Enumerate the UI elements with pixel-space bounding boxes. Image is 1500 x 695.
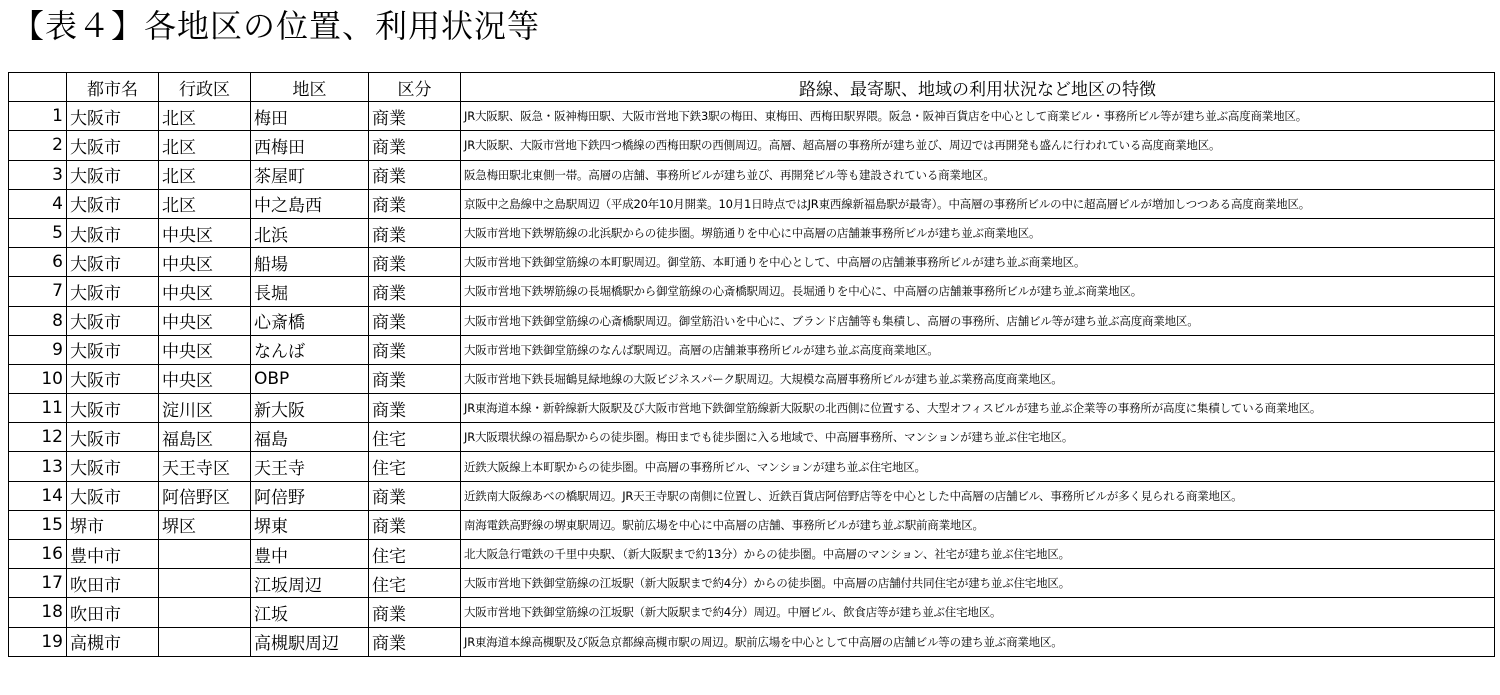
cell-city: 大阪市	[67, 189, 159, 218]
cell-city: 大阪市	[67, 218, 159, 247]
cell-class: 住宅	[369, 423, 461, 452]
cell-no: 2	[9, 131, 67, 160]
cell-city: 大阪市	[67, 452, 159, 481]
cell-class: 商業	[369, 510, 461, 539]
cell-ward: 淀川区	[159, 394, 251, 423]
cell-description: 京阪中之島線中之島駅周辺（平成20年10月開業。10月1日時点ではJR東西線新福島駅が最寄）。中高層の事務所ビルの中に超高層ビルが増加しつつある高度商業地区。	[461, 189, 1495, 218]
cell-class: 商業	[369, 306, 461, 335]
cell-city: 豊中市	[67, 540, 159, 569]
cell-class: 商業	[369, 102, 461, 131]
cell-ward: 北区	[159, 160, 251, 189]
cell-ward: 北区	[159, 131, 251, 160]
cell-district: 福島	[251, 423, 369, 452]
cell-no: 16	[9, 540, 67, 569]
cell-ward	[159, 569, 251, 598]
cell-class: 住宅	[369, 540, 461, 569]
cell-district: 長堀	[251, 277, 369, 306]
cell-district: 心斎橋	[251, 306, 369, 335]
cell-ward: 中央区	[159, 364, 251, 393]
cell-district: 阿倍野	[251, 481, 369, 510]
cell-no: 11	[9, 394, 67, 423]
cell-no: 6	[9, 248, 67, 277]
cell-city: 高槻市	[67, 627, 159, 656]
cell-class: 商業	[369, 335, 461, 364]
cell-ward: 中央区	[159, 248, 251, 277]
cell-class: 商業	[369, 481, 461, 510]
header-class: 区分	[369, 73, 461, 102]
cell-district: 船場	[251, 248, 369, 277]
table-row	[9, 598, 1495, 627]
header-desc: 路線、最寄駅、地域の利用状況など地区の特徴	[461, 73, 1495, 102]
table-row	[9, 540, 1495, 569]
table-row	[9, 131, 1495, 160]
cell-district: 豊中	[251, 540, 369, 569]
cell-city: 吹田市	[67, 598, 159, 627]
cell-district: 江坂	[251, 598, 369, 627]
cell-city: 大阪市	[67, 364, 159, 393]
cell-no: 5	[9, 218, 67, 247]
cell-district: 新大阪	[251, 394, 369, 423]
cell-district: 茶屋町	[251, 160, 369, 189]
cell-ward: 天王寺区	[159, 452, 251, 481]
cell-no: 10	[9, 364, 67, 393]
cell-city: 大阪市	[67, 277, 159, 306]
cell-description: 大阪市営地下鉄堺筋線の北浜駅からの徒歩圏。堺筋通りを中心に中高層の店舗兼事務所ビルが建ち並ぶ商業地区。	[461, 218, 1495, 247]
cell-district: 北浜	[251, 218, 369, 247]
table-row	[9, 248, 1495, 277]
table-row	[9, 481, 1495, 510]
cell-class: 商業	[369, 394, 461, 423]
cell-no: 4	[9, 189, 67, 218]
cell-city: 大阪市	[67, 481, 159, 510]
cell-city: 堺市	[67, 510, 159, 539]
cell-class: 商業	[369, 248, 461, 277]
header-city: 都市名	[67, 73, 159, 102]
cell-class: 商業	[369, 627, 461, 656]
cell-description: 近鉄大阪線上本町駅からの徒歩圏。中高層の事務所ビル、マンションが建ち並ぶ住宅地区。	[461, 452, 1495, 481]
cell-no: 3	[9, 160, 67, 189]
cell-no: 19	[9, 627, 67, 656]
cell-district: OBP	[251, 364, 369, 393]
cell-class: 商業	[369, 598, 461, 627]
cell-city: 大阪市	[67, 306, 159, 335]
cell-no: 1	[9, 102, 67, 131]
cell-description: JR大阪駅、阪急・阪神梅田駅、大阪市営地下鉄3駅の梅田、東梅田、西梅田駅界隈。阪急・阪神百貨店を中心として商業ビル・事務所ビル等が建ち並ぶ高度商業地区。	[461, 102, 1495, 131]
cell-district: 天王寺	[251, 452, 369, 481]
cell-no: 8	[9, 306, 67, 335]
region-table	[8, 72, 1495, 657]
cell-no: 7	[9, 277, 67, 306]
cell-no: 14	[9, 481, 67, 510]
table-row	[9, 452, 1495, 481]
cell-no: 9	[9, 335, 67, 364]
cell-description: JR大阪環状線の福島駅からの徒歩圏。梅田までも徒歩圏に入る地域で、中高層事務所、マンションが建ち並ぶ住宅地区。	[461, 423, 1495, 452]
page-title: 【表４】各地区の位置、利用状況等	[12, 7, 541, 45]
cell-description: 大阪市営地下鉄御堂筋線の江坂駅（新大阪駅まで約4分）周辺。中層ビル、飲食店等が建ち並ぶ住宅地区。	[461, 598, 1495, 627]
cell-city: 大阪市	[67, 102, 159, 131]
cell-district: 堺東	[251, 510, 369, 539]
cell-district: なんば	[251, 335, 369, 364]
cell-no: 15	[9, 510, 67, 539]
table-row	[9, 510, 1495, 539]
cell-ward	[159, 598, 251, 627]
table-row	[9, 189, 1495, 218]
table-row	[9, 569, 1495, 598]
cell-class: 商業	[369, 364, 461, 393]
cell-class: 商業	[369, 189, 461, 218]
header-row	[9, 73, 1495, 102]
cell-city: 大阪市	[67, 394, 159, 423]
cell-description: 大阪市営地下鉄堺筋線の長堀橋駅から御堂筋線の心斎橋駅周辺。長堀通りを中心に、中高層の店舗兼事務所ビルが建ち並ぶ商業地区。	[461, 277, 1495, 306]
cell-ward: 堺区	[159, 510, 251, 539]
cell-ward: 中央区	[159, 277, 251, 306]
table-row	[9, 335, 1495, 364]
cell-district: 江坂周辺	[251, 569, 369, 598]
cell-city: 大阪市	[67, 335, 159, 364]
cell-ward	[159, 540, 251, 569]
cell-description: JR東海道本線・新幹線新大阪駅及び大阪市営地下鉄御堂筋線新大阪駅の北西側に位置する、大型オフィスビルが建ち並ぶ企業等の事務所が高度に集積している商業地区。	[461, 394, 1495, 423]
cell-description: 大阪市営地下鉄御堂筋線の江坂駅（新大阪駅まで約4分）からの徒歩圏。中高層の店舗付共同住宅が建ち並ぶ住宅地区。	[461, 569, 1495, 598]
cell-class: 商業	[369, 277, 461, 306]
table-row	[9, 364, 1495, 393]
cell-description: 大阪市営地下鉄御堂筋線の本町駅周辺。御堂筋、本町通りを中心として、中高層の店舗兼事務所ビルが建ち並ぶ商業地区。	[461, 248, 1495, 277]
table-row	[9, 102, 1495, 131]
cell-class: 商業	[369, 131, 461, 160]
header-ward: 行政区	[159, 73, 251, 102]
cell-city: 大阪市	[67, 131, 159, 160]
cell-city: 大阪市	[67, 160, 159, 189]
cell-city: 大阪市	[67, 423, 159, 452]
cell-description: 大阪市営地下鉄長堀鶴見緑地線の大阪ビジネスパーク駅周辺。大規模な高層事務所ビルが建ち並ぶ業務高度商業地区。	[461, 364, 1495, 393]
table-row	[9, 218, 1495, 247]
cell-class: 商業	[369, 218, 461, 247]
cell-no: 12	[9, 423, 67, 452]
cell-ward: 中央区	[159, 218, 251, 247]
header-district: 地区	[251, 73, 369, 102]
cell-description: 阪急梅田駅北東側一帯。高層の店舗、事務所ビルが建ち並び、再開発ビル等も建設されている商業地区。	[461, 160, 1495, 189]
header-no	[9, 73, 67, 102]
cell-ward: 阿倍野区	[159, 481, 251, 510]
cell-city: 大阪市	[67, 248, 159, 277]
cell-description: JR東海道本線高槻駅及び阪急京都線高槻市駅の周辺。駅前広場を中心として中高層の店舗ビル等の建ち並ぶ商業地区。	[461, 627, 1495, 656]
cell-district: 西梅田	[251, 131, 369, 160]
cell-ward	[159, 627, 251, 656]
cell-district: 中之島西	[251, 189, 369, 218]
cell-no: 17	[9, 569, 67, 598]
table-body	[9, 102, 1495, 657]
cell-description: 近鉄南大阪線あべの橋駅周辺。JR天王寺駅の南側に位置し、近鉄百貨店阿倍野店等を中心とした中高層の店舗ビル、事務所ビルが多く見られる商業地区。	[461, 481, 1495, 510]
cell-ward: 北区	[159, 102, 251, 131]
table-row	[9, 306, 1495, 335]
cell-description: 北大阪急行電鉄の千里中央駅、（新大阪駅まで約13分）からの徒歩圏。中高層のマンション、社宅が建ち並ぶ住宅地区。	[461, 540, 1495, 569]
cell-no: 18	[9, 598, 67, 627]
cell-ward: 中央区	[159, 306, 251, 335]
cell-class: 住宅	[369, 452, 461, 481]
cell-ward: 福島区	[159, 423, 251, 452]
cell-ward: 中央区	[159, 335, 251, 364]
table-row	[9, 627, 1495, 656]
cell-district: 梅田	[251, 102, 369, 131]
cell-city: 吹田市	[67, 569, 159, 598]
table-row	[9, 394, 1495, 423]
cell-district: 高槻駅周辺	[251, 627, 369, 656]
cell-description: 大阪市営地下鉄御堂筋線のなんば駅周辺。高層の店舗兼事務所ビルが建ち並ぶ高度商業地区。	[461, 335, 1495, 364]
table-row	[9, 423, 1495, 452]
cell-ward: 北区	[159, 189, 251, 218]
cell-description: JR大阪駅、大阪市営地下鉄四つ橋線の西梅田駅の西側周辺。高層、超高層の事務所が建ち並び、周辺では再開発も盛んに行われている高度商業地区。	[461, 131, 1495, 160]
table-row	[9, 160, 1495, 189]
cell-no: 13	[9, 452, 67, 481]
cell-class: 住宅	[369, 569, 461, 598]
cell-description: 大阪市営地下鉄御堂筋線の心斎橋駅周辺。御堂筋沿いを中心に、ブランド店舗等も集積し、高層の事務所、店舗ビル等が建ち並ぶ高度商業地区。	[461, 306, 1495, 335]
cell-class: 商業	[369, 160, 461, 189]
cell-description: 南海電鉄高野線の堺東駅周辺。駅前広場を中心に中高層の店舗、事務所ビルが建ち並ぶ駅前商業地区。	[461, 510, 1495, 539]
table-row	[9, 277, 1495, 306]
